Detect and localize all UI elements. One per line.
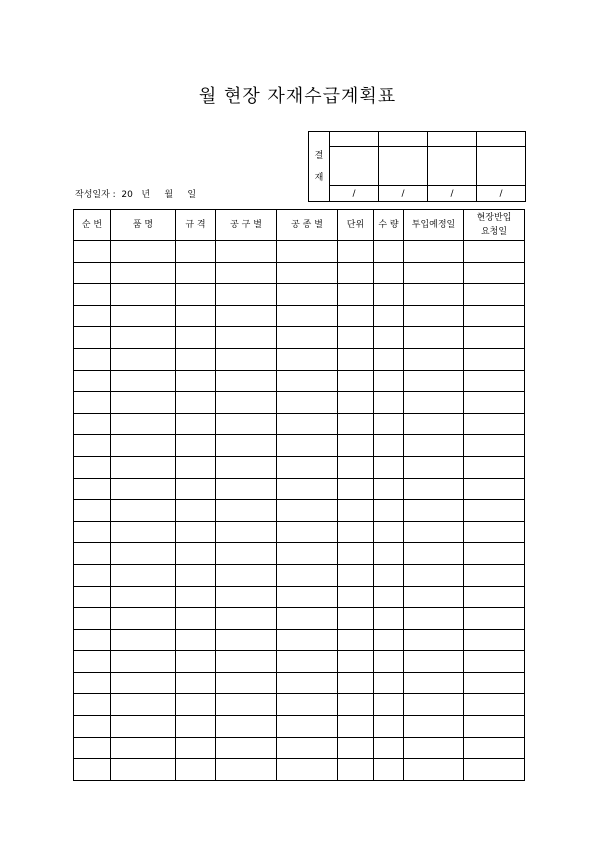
approval-sign-cell[interactable]: [477, 147, 526, 186]
table-row: [74, 456, 525, 478]
table-cell[interactable]: [74, 348, 111, 370]
table-cell[interactable]: [176, 413, 216, 435]
table-cell[interactable]: [277, 327, 338, 349]
table-cell[interactable]: [111, 370, 176, 392]
table-cell[interactable]: [338, 586, 374, 608]
approval-header-cell: [330, 132, 379, 147]
table-row: [74, 521, 525, 543]
header-quantity: 수 량: [374, 210, 404, 241]
table-cell[interactable]: [74, 413, 111, 435]
table-body: [74, 241, 525, 781]
table-cell[interactable]: [374, 737, 404, 759]
table-cell[interactable]: [176, 327, 216, 349]
table-cell[interactable]: [464, 370, 525, 392]
table-cell[interactable]: [404, 608, 464, 630]
table-cell[interactable]: [176, 478, 216, 500]
table-cell[interactable]: [338, 564, 374, 586]
table-cell[interactable]: [404, 672, 464, 694]
table-cell[interactable]: [111, 241, 176, 263]
table-cell[interactable]: [464, 651, 525, 673]
header-by-section: 공 구 별: [216, 210, 277, 241]
table-cell[interactable]: [74, 608, 111, 630]
table-cell[interactable]: [216, 543, 277, 565]
table-cell[interactable]: [74, 327, 111, 349]
table-cell[interactable]: [216, 370, 277, 392]
table-cell[interactable]: [176, 694, 216, 716]
table-cell[interactable]: [176, 241, 216, 263]
table-row: [74, 305, 525, 327]
table-cell[interactable]: [374, 413, 404, 435]
approval-date-cell[interactable]: /: [379, 186, 428, 202]
table-row: [74, 543, 525, 565]
table-cell[interactable]: [374, 759, 404, 781]
table-cell[interactable]: [74, 241, 111, 263]
table-cell[interactable]: [74, 500, 111, 522]
table-cell[interactable]: [464, 716, 525, 738]
table-row: [74, 672, 525, 694]
table-cell[interactable]: [338, 456, 374, 478]
table-cell[interactable]: [338, 392, 374, 414]
table-cell[interactable]: [111, 348, 176, 370]
table-row: [74, 629, 525, 651]
table-cell[interactable]: [404, 629, 464, 651]
table-cell[interactable]: [74, 737, 111, 759]
table-cell[interactable]: [338, 694, 374, 716]
table-cell[interactable]: [404, 564, 464, 586]
table-cell[interactable]: [74, 392, 111, 414]
table-cell[interactable]: [111, 327, 176, 349]
table-cell[interactable]: [404, 284, 464, 306]
table-cell[interactable]: [216, 284, 277, 306]
table-cell[interactable]: [374, 716, 404, 738]
table-cell[interactable]: [464, 629, 525, 651]
table-cell[interactable]: [464, 586, 525, 608]
table-cell[interactable]: [374, 521, 404, 543]
table-cell[interactable]: [277, 392, 338, 414]
table-cell[interactable]: [216, 241, 277, 263]
table-cell[interactable]: [216, 651, 277, 673]
table-cell[interactable]: [374, 327, 404, 349]
table-row: [74, 370, 525, 392]
table-cell[interactable]: [277, 608, 338, 630]
header-unit: 단위: [338, 210, 374, 241]
table-cell[interactable]: [338, 716, 374, 738]
table-cell[interactable]: [277, 759, 338, 781]
table-cell[interactable]: [374, 586, 404, 608]
table-cell[interactable]: [338, 759, 374, 781]
table-cell[interactable]: [464, 435, 525, 457]
table-cell[interactable]: [216, 435, 277, 457]
table-cell[interactable]: [216, 456, 277, 478]
table-cell[interactable]: [374, 262, 404, 284]
table-cell[interactable]: [464, 672, 525, 694]
table-cell[interactable]: [111, 586, 176, 608]
table-cell[interactable]: [216, 327, 277, 349]
table-cell[interactable]: [216, 392, 277, 414]
table-cell[interactable]: [111, 564, 176, 586]
approval-sign-cell[interactable]: [428, 147, 477, 186]
table-cell[interactable]: [277, 284, 338, 306]
table-cell[interactable]: [404, 759, 464, 781]
table-cell[interactable]: [74, 478, 111, 500]
approval-box: [308, 131, 526, 202]
table-cell[interactable]: [74, 370, 111, 392]
table-cell[interactable]: [374, 284, 404, 306]
table-cell[interactable]: [374, 564, 404, 586]
table-cell[interactable]: [277, 262, 338, 284]
table-cell[interactable]: [176, 716, 216, 738]
table-cell[interactable]: [338, 305, 374, 327]
table-cell[interactable]: [216, 500, 277, 522]
table-cell[interactable]: [176, 543, 216, 565]
table-cell[interactable]: [464, 694, 525, 716]
table-cell[interactable]: [74, 521, 111, 543]
header-spec: 규 격: [176, 210, 216, 241]
table-cell[interactable]: [74, 759, 111, 781]
table-row: [74, 694, 525, 716]
table-cell[interactable]: [176, 392, 216, 414]
table-cell[interactable]: [277, 672, 338, 694]
table-cell[interactable]: [338, 478, 374, 500]
table-row: [74, 327, 525, 349]
table-cell[interactable]: [404, 478, 464, 500]
table-cell[interactable]: [404, 737, 464, 759]
table-cell[interactable]: [277, 586, 338, 608]
table-cell[interactable]: [277, 737, 338, 759]
table-cell[interactable]: [111, 759, 176, 781]
table-cell[interactable]: [216, 348, 277, 370]
table-cell[interactable]: [464, 262, 525, 284]
table-cell[interactable]: [111, 737, 176, 759]
table-cell[interactable]: [176, 737, 216, 759]
table-cell[interactable]: [338, 737, 374, 759]
table-cell[interactable]: [404, 327, 464, 349]
table-cell[interactable]: [404, 694, 464, 716]
table-cell[interactable]: [404, 413, 464, 435]
table-cell[interactable]: [216, 305, 277, 327]
table-cell[interactable]: [111, 651, 176, 673]
table-cell[interactable]: [464, 608, 525, 630]
table-cell[interactable]: [464, 284, 525, 306]
table-cell[interactable]: [111, 478, 176, 500]
table-cell[interactable]: [374, 392, 404, 414]
table-cell[interactable]: [374, 500, 404, 522]
table-cell[interactable]: [374, 305, 404, 327]
table-cell[interactable]: [111, 694, 176, 716]
table-cell[interactable]: [374, 478, 404, 500]
table-cell[interactable]: [464, 478, 525, 500]
approval-date-cell[interactable]: /: [477, 186, 526, 202]
header-site-delivery-request-date: [464, 210, 525, 241]
approval-label: [309, 132, 330, 202]
table-cell[interactable]: [404, 500, 464, 522]
table-cell[interactable]: [338, 500, 374, 522]
table-cell[interactable]: [374, 672, 404, 694]
table-row: [74, 348, 525, 370]
table-cell[interactable]: [111, 305, 176, 327]
header-seq: 순 번: [74, 210, 111, 241]
table-cell[interactable]: [277, 241, 338, 263]
table-cell[interactable]: [176, 564, 216, 586]
table-cell[interactable]: [176, 456, 216, 478]
table-cell[interactable]: [216, 608, 277, 630]
written-date-line: 작성일자 : 20 년 월 일: [75, 190, 197, 200]
table-cell[interactable]: [464, 564, 525, 586]
table-cell[interactable]: [111, 543, 176, 565]
table-cell[interactable]: [176, 370, 216, 392]
approval-header-cell: [379, 132, 428, 147]
table-cell[interactable]: [74, 694, 111, 716]
table-cell[interactable]: [464, 737, 525, 759]
table-cell[interactable]: [338, 241, 374, 263]
table-cell[interactable]: [338, 608, 374, 630]
table-row: [74, 716, 525, 738]
table-cell[interactable]: [176, 586, 216, 608]
table-cell[interactable]: [464, 327, 525, 349]
table-cell[interactable]: [464, 348, 525, 370]
table-cell[interactable]: [74, 586, 111, 608]
table-cell[interactable]: [338, 327, 374, 349]
approval-label-top: 결: [314, 150, 324, 161]
table-cell[interactable]: [176, 284, 216, 306]
table-cell[interactable]: [277, 629, 338, 651]
table-cell[interactable]: [404, 262, 464, 284]
table-cell[interactable]: [216, 759, 277, 781]
table-cell[interactable]: [464, 521, 525, 543]
table-cell[interactable]: [277, 500, 338, 522]
table-row: [74, 651, 525, 673]
table-row: [74, 759, 525, 781]
table-cell[interactable]: [111, 262, 176, 284]
table-cell[interactable]: [404, 305, 464, 327]
table-cell[interactable]: [216, 262, 277, 284]
table-cell[interactable]: [216, 629, 277, 651]
table-row: [74, 737, 525, 759]
table-cell[interactable]: [176, 759, 216, 781]
table-row: [74, 392, 525, 414]
table-cell[interactable]: [464, 305, 525, 327]
approval-header-cell: [477, 132, 526, 147]
table-cell[interactable]: [374, 348, 404, 370]
table-cell[interactable]: [111, 716, 176, 738]
table-cell[interactable]: [176, 305, 216, 327]
table-cell[interactable]: [404, 370, 464, 392]
table-cell[interactable]: [338, 543, 374, 565]
table-cell[interactable]: [404, 435, 464, 457]
table-cell[interactable]: [464, 759, 525, 781]
table-cell[interactable]: [74, 305, 111, 327]
table-cell[interactable]: [111, 629, 176, 651]
table-cell[interactable]: [464, 413, 525, 435]
table-cell[interactable]: [277, 543, 338, 565]
table-cell[interactable]: [404, 392, 464, 414]
table-cell[interactable]: [176, 651, 216, 673]
table-cell[interactable]: [111, 608, 176, 630]
table-cell[interactable]: [277, 305, 338, 327]
table-row: [74, 284, 525, 306]
approval-label-bottom: 재: [314, 172, 324, 183]
table-cell[interactable]: [404, 348, 464, 370]
table-cell[interactable]: [338, 672, 374, 694]
table-cell[interactable]: [277, 456, 338, 478]
table-cell[interactable]: [338, 284, 374, 306]
table-cell[interactable]: [176, 262, 216, 284]
table-cell[interactable]: [277, 370, 338, 392]
table-cell[interactable]: [74, 672, 111, 694]
table-cell[interactable]: [74, 543, 111, 565]
table-cell[interactable]: [277, 564, 338, 586]
table-cell[interactable]: [374, 608, 404, 630]
table-cell[interactable]: [338, 262, 374, 284]
table-cell[interactable]: [404, 521, 464, 543]
table-cell[interactable]: [216, 521, 277, 543]
table-cell[interactable]: [277, 413, 338, 435]
table-cell[interactable]: [464, 543, 525, 565]
table-cell[interactable]: [216, 694, 277, 716]
table-cell[interactable]: [111, 500, 176, 522]
table-row: [74, 608, 525, 630]
table-cell[interactable]: [404, 543, 464, 565]
table-cell[interactable]: [74, 629, 111, 651]
table-cell[interactable]: [111, 456, 176, 478]
table-cell[interactable]: [277, 651, 338, 673]
table-cell[interactable]: [277, 435, 338, 457]
table-cell[interactable]: [404, 716, 464, 738]
table-cell[interactable]: [374, 694, 404, 716]
table-row: [74, 586, 525, 608]
header-planned-input-date: 투입예정일: [404, 210, 464, 241]
table-cell[interactable]: [74, 716, 111, 738]
table-cell[interactable]: [464, 392, 525, 414]
table-row: [74, 262, 525, 284]
header-site-delivery-line2: 요청일: [480, 227, 508, 237]
table-cell[interactable]: [338, 348, 374, 370]
table-cell[interactable]: [176, 608, 216, 630]
table-row: [74, 435, 525, 457]
table-row: [74, 413, 525, 435]
table-cell[interactable]: [216, 586, 277, 608]
table-cell[interactable]: [111, 392, 176, 414]
approval-sign-cell[interactable]: [330, 147, 379, 186]
table-cell[interactable]: [176, 672, 216, 694]
table-cell[interactable]: [176, 629, 216, 651]
table-cell[interactable]: [111, 284, 176, 306]
table-cell[interactable]: [374, 241, 404, 263]
table-cell[interactable]: [74, 564, 111, 586]
table-cell[interactable]: [74, 651, 111, 673]
table-cell[interactable]: [277, 348, 338, 370]
table-cell[interactable]: [374, 651, 404, 673]
table-cell[interactable]: [277, 694, 338, 716]
table-cell[interactable]: [216, 716, 277, 738]
header-site-delivery-line1: 현장반입: [476, 213, 512, 223]
table-cell[interactable]: [74, 284, 111, 306]
table-row: [74, 500, 525, 522]
page-title: 월 현장 자재수급계획표: [198, 86, 397, 107]
table-cell[interactable]: [338, 413, 374, 435]
header-item-name: 품 명: [111, 210, 176, 241]
table-cell[interactable]: [216, 478, 277, 500]
table-cell[interactable]: [338, 521, 374, 543]
table-cell[interactable]: [216, 413, 277, 435]
table-row: [74, 241, 525, 263]
table-cell[interactable]: [338, 651, 374, 673]
table-cell[interactable]: [74, 456, 111, 478]
table-cell[interactable]: [277, 478, 338, 500]
approval-header-cell: [428, 132, 477, 147]
table-cell[interactable]: [111, 672, 176, 694]
table-cell[interactable]: [111, 435, 176, 457]
table-cell[interactable]: [404, 586, 464, 608]
table-cell[interactable]: [374, 629, 404, 651]
table-cell[interactable]: [111, 413, 176, 435]
table-cell[interactable]: [338, 370, 374, 392]
table-cell[interactable]: [404, 456, 464, 478]
table-cell[interactable]: [176, 500, 216, 522]
table-cell[interactable]: [74, 262, 111, 284]
table-cell[interactable]: [338, 435, 374, 457]
table-cell[interactable]: [374, 543, 404, 565]
table-cell[interactable]: [176, 521, 216, 543]
table-cell[interactable]: [277, 521, 338, 543]
table-cell[interactable]: [74, 435, 111, 457]
material-plan-table: [73, 209, 525, 781]
table-cell[interactable]: [111, 521, 176, 543]
header-by-work-type: 공 종 별: [277, 210, 338, 241]
table-row: [74, 564, 525, 586]
table-cell[interactable]: [216, 737, 277, 759]
table-cell[interactable]: [464, 500, 525, 522]
approval-date-cell[interactable]: /: [428, 186, 477, 202]
table-cell[interactable]: [374, 370, 404, 392]
table-cell[interactable]: [338, 629, 374, 651]
table-cell[interactable]: [404, 651, 464, 673]
table-cell[interactable]: [374, 456, 404, 478]
approval-sign-cell[interactable]: [379, 147, 428, 186]
table-cell[interactable]: [216, 564, 277, 586]
table-cell[interactable]: [216, 672, 277, 694]
table-cell[interactable]: [176, 435, 216, 457]
table-row: [74, 478, 525, 500]
table-cell[interactable]: [464, 241, 525, 263]
approval-date-cell[interactable]: /: [330, 186, 379, 202]
table-cell[interactable]: [374, 435, 404, 457]
table-cell[interactable]: [404, 241, 464, 263]
table-cell[interactable]: [464, 456, 525, 478]
table-cell[interactable]: [176, 348, 216, 370]
table-cell[interactable]: [277, 716, 338, 738]
